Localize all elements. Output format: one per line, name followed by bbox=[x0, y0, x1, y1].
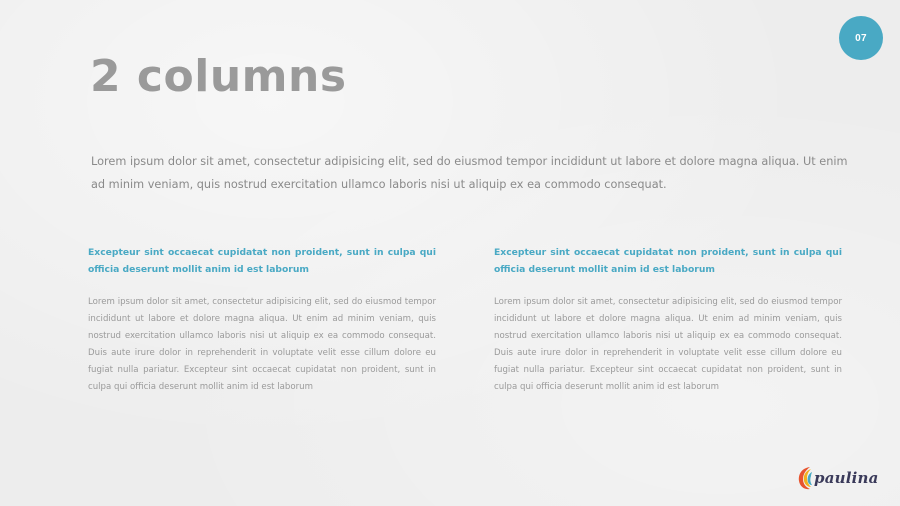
column-heading: Excepteur sint occaecat cupidatat non proident, sunt in culpa qui officia deserunt mollit anim id est laborum bbox=[88, 247, 436, 275]
column-right bbox=[494, 244, 842, 396]
column-body: Lorem ipsum dolor sit amet, consectetur adipisicing elit, sed do eiusmod tempor incididunt ut labore et dolore magna aliqua. Ut enim ad minim veniam, quis nostrud exercitation ullamco laboris nisi ut aliquip ex ea commodo consequat. Duis aute irure dolor in reprehenderit in voluptate velit esse cillum dolore eu fugiat nulla pariatur. Excepteur sint occaecat cupidatat non proident, sunt in culpa qui officia deserunt mollit anim id est laborum bbox=[88, 297, 436, 392]
column-body: Lorem ipsum dolor sit amet, consectetur adipisicing elit, sed do eiusmod tempor incididunt ut labore et dolore magna aliqua. Ut enim ad minim veniam, quis nostrud exercitation ullamco laboris nisi ut aliquip ex ea commodo consequat. Duis aute irure dolor in reprehenderit in voluptate velit esse cillum dolore eu fugiat nulla pariatur. Excepteur sint occaecat cupidatat non proident, sunt in culpa qui officia deserunt mollit anim id est laborum bbox=[494, 297, 842, 392]
column-heading: Excepteur sint occaecat cupidatat non proident, sunt in culpa qui officia deserunt mollit anim id est laborum bbox=[494, 247, 842, 275]
intro-paragraph: Lorem ipsum dolor sit amet, consectetur adipisicing elit, sed do eiusmod tempor incididunt ut labore et dolore magna aliqua. Ut enim ad minim veniam, quis nostrud exercitation ullamco laboris nisi ut aliquip ex ea commodo consequat. bbox=[91, 155, 848, 191]
slide-title: 2 columns bbox=[90, 51, 347, 102]
logo-text: paulina bbox=[814, 469, 879, 487]
column-left bbox=[88, 244, 436, 396]
page-number-badge: 07 bbox=[839, 16, 883, 60]
paulina-logo-icon bbox=[796, 464, 816, 492]
brand-logo bbox=[796, 460, 886, 496]
